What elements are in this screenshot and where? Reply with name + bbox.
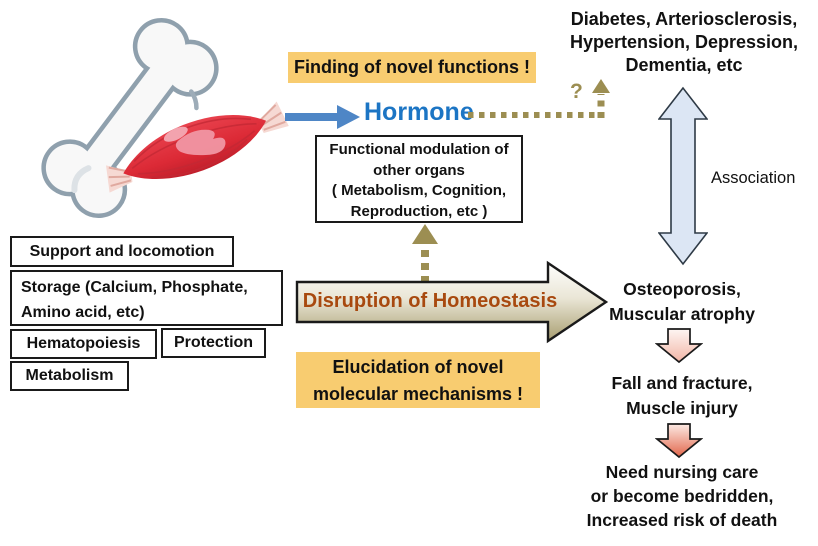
function-box-metabolism bbox=[10, 361, 129, 391]
diseases-line: Dementia, etc bbox=[625, 55, 743, 75]
function-box-protection bbox=[161, 328, 266, 358]
cascade-step2-line: Muscle injury bbox=[626, 398, 738, 418]
cascade-step3-line: or become bedridden, bbox=[590, 486, 774, 506]
cascade-arrow1-icon bbox=[655, 328, 703, 364]
function-box-storage-line: Amino acid, etc) bbox=[21, 304, 145, 321]
function-box-support bbox=[10, 236, 234, 267]
cascade-step3-text bbox=[568, 460, 796, 532]
function-box-protection-label: Protection bbox=[173, 334, 254, 351]
cascade-step2-text bbox=[568, 371, 796, 421]
elucidation-banner-line: molecular mechanisms ! bbox=[312, 384, 524, 404]
cascade-step1-line: Muscular atrophy bbox=[609, 304, 755, 324]
hormone-dotted-connector-icon bbox=[462, 76, 618, 124]
cascade-arrow2-icon bbox=[655, 423, 703, 459]
functional-modulation-line: ( Metabolism, Cognition, bbox=[331, 182, 507, 199]
cascade-step2-line: Fall and fracture, bbox=[611, 373, 753, 393]
function-box-storage bbox=[10, 270, 283, 326]
cascade-step1-text bbox=[568, 277, 796, 327]
diseases-text bbox=[558, 8, 810, 77]
cascade-step1-line: Osteoporosis, bbox=[623, 279, 741, 299]
functional-modulation-line: Reproduction, etc ) bbox=[350, 202, 488, 220]
hormone-label: Hormone bbox=[364, 98, 474, 126]
hormone-arrow-icon bbox=[284, 103, 362, 131]
functional-modulation-line: Functional modulation of bbox=[329, 141, 509, 158]
bone-muscle-illustration bbox=[15, 8, 305, 233]
functional-modulation-box bbox=[315, 135, 523, 223]
function-box-hematopoiesis-label: Hematopoiesis bbox=[26, 335, 141, 352]
association-arrow-icon bbox=[658, 86, 708, 266]
diseases-line: Diabetes, Arteriosclerosis, bbox=[570, 9, 798, 29]
elucidation-banner-line: Elucidation of novel bbox=[332, 357, 504, 377]
functional-modulation-line: other organs bbox=[373, 161, 465, 179]
cascade-step3-line: Need nursing care bbox=[605, 462, 759, 482]
function-box-storage-line: Storage (Calcium, Phosphate, bbox=[21, 279, 248, 296]
elucidation-banner bbox=[296, 352, 540, 408]
cascade-step3-line: Increased risk of death bbox=[586, 510, 778, 530]
bone-icon bbox=[33, 10, 228, 228]
function-box-hematopoiesis bbox=[10, 329, 157, 359]
hormone-question-mark: ? bbox=[570, 80, 583, 103]
disruption-label: Disruption of Homeostasis bbox=[302, 290, 558, 312]
function-box-support-label: Support and locomotion bbox=[29, 243, 215, 260]
finding-banner-label: Finding of novel functions ! bbox=[294, 57, 530, 77]
function-box-metabolism-label: Metabolism bbox=[25, 367, 114, 384]
association-label: Association bbox=[711, 169, 796, 187]
diseases-line: Hypertension, Depression, bbox=[569, 32, 799, 52]
